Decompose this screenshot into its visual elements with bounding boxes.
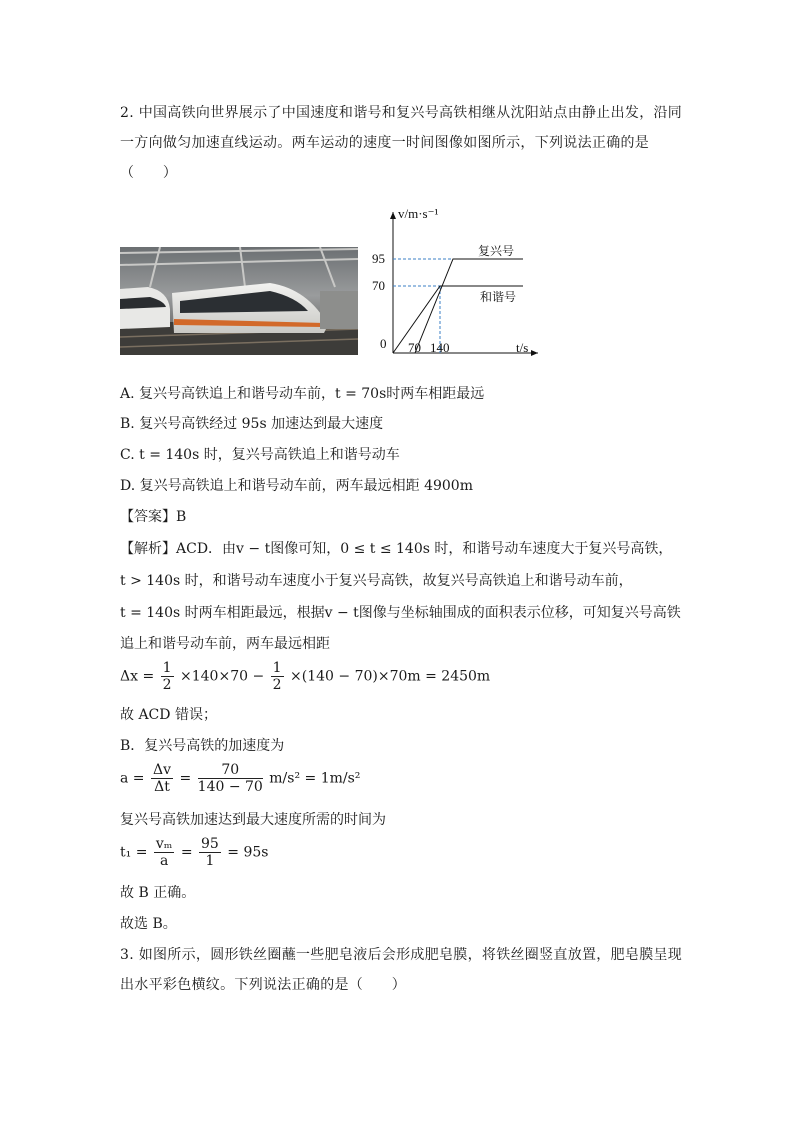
y-tick-95: 95 (372, 251, 385, 266)
x-axis-arrow-icon (531, 350, 538, 356)
analysis-line6: B．复兴号高铁的加速度为 (120, 738, 285, 754)
train-photo (120, 247, 358, 355)
y-axis-arrow-icon (390, 212, 396, 219)
equation-acceleration: a = $\frac{\Delta v}{\Delta t}$ = $\frac{70}{140 - 70}$ m/s² = 1m/s² (120, 762, 361, 795)
analysis-line8: 故 B 正确。 (120, 885, 196, 901)
analysis-line7: 复兴号高铁加速达到最大速度所需的时间为 (120, 812, 386, 828)
y-tick-70: 70 (372, 278, 385, 293)
analysis-line5: 故 ACD 错误； (120, 707, 217, 723)
answer: 【答案】B (120, 509, 187, 525)
equation-time: t₁ = $\frac{\text{vₘ}}{a}$ = $\frac{95}{1}$ = 95s (120, 836, 269, 869)
option-b: B. 复兴号高铁经过 95s 加速达到最大速度 (120, 416, 384, 432)
analysis-line1: 【解析】ACD．由v − t图像可知，0 ≤ t ≤ 140s 时，和谐号动车速度大于复兴号高铁， (120, 541, 673, 557)
hexie-label: 和谐号 (480, 290, 517, 304)
origin-label: 0 (380, 336, 387, 351)
analysis-line9: 故选 B。 (120, 916, 177, 932)
q2-bracket: （ ） (120, 165, 178, 181)
vt-graph (368, 200, 548, 365)
fuxing-line (415, 259, 523, 353)
x-tick-70: 70 (408, 340, 421, 355)
option-c: C. t = 140s 时，复兴号高铁追上和谐号动车 (120, 447, 400, 463)
option-a: A. 复兴号高铁追上和谐号动车前，t = 70s时两车相距最远 (120, 386, 485, 402)
q3-stem-line1: 3. 如图所示，圆形铁丝圈蘸一些肥皂液后会形成肥皂膜，将铁丝圈竖直放置，肥皂膜呈现 (120, 947, 683, 963)
x-tick-140: 140 (430, 340, 450, 355)
analysis-line3: t = 140s 时两车相距最远，根据v − t图像与坐标轴围成的面积表示位移，可知复兴号高铁 (120, 605, 681, 621)
q2-stem-line1: 2. 中国高铁向世界展示了中国速度和谐号和复兴号高铁相继从沈阳站点由静止出发，沿同 (120, 105, 683, 121)
x-axis-label: t/s (516, 340, 529, 355)
q3-stem-line2: 出水平彩色横纹。下列说法正确的是（ ） (120, 977, 406, 993)
equation-delta-x: Δx = $\frac{1}{2}$ ×140×70 − $\frac{1}{2}$ ×(140 − 70)×70m = 2450m (120, 660, 491, 693)
fuxing-label: 复兴号 (478, 244, 515, 258)
y-axis-label: v/m·s⁻¹ (398, 206, 439, 221)
q2-stem-line2: 一方向做匀加速直线运动。两车运动的速度一时间图像如图所示，下列说法正确的是 (120, 135, 650, 151)
analysis-line4: 追上和谐号动车前，两车最远相距 (120, 636, 330, 652)
analysis-line2: t > 140s 时，和谐号动车速度小于复兴号高铁，故复兴号高铁追上和谐号动车前， (120, 573, 633, 589)
option-d: D. 复兴号高铁追上和谐号动车前，两车最远相距 4900m (120, 478, 473, 494)
